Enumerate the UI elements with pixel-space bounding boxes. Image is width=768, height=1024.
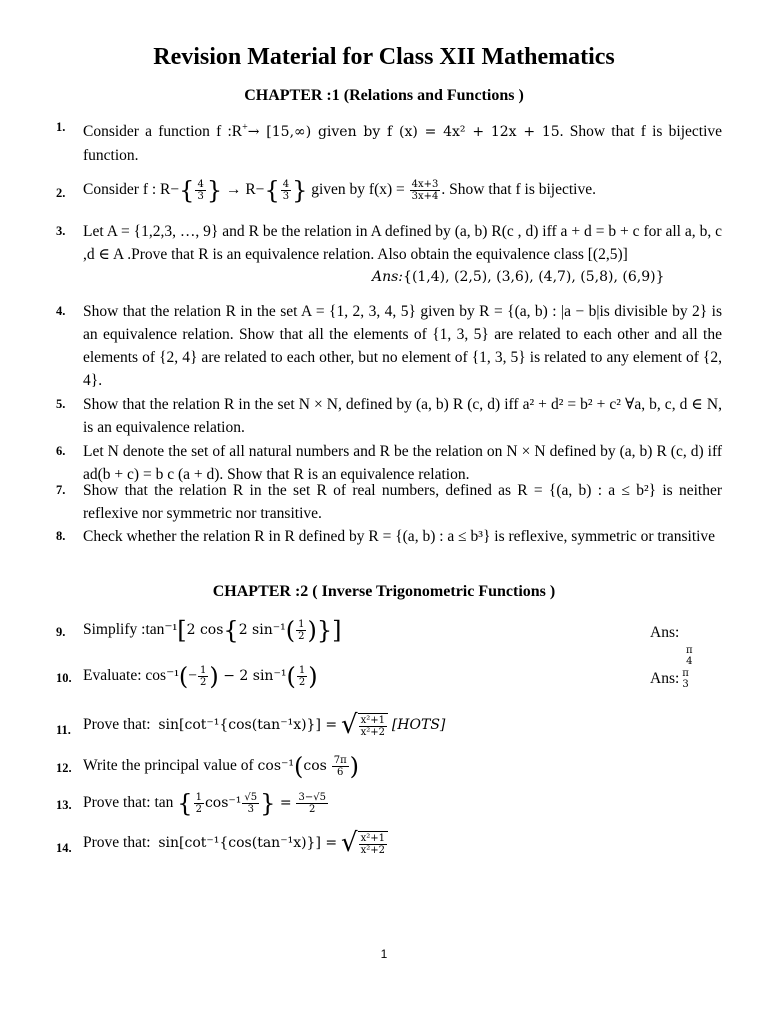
question-number: 3.	[56, 224, 66, 238]
superscript: +	[242, 122, 248, 133]
question-text: Show that the relation R in the set N × N, defined by (a, b) R (c, d) iff a² + d² = b² + c² ∀a, b, c, d ∈ N, is an equivalence relation.	[83, 396, 722, 436]
question-8	[56, 525, 722, 548]
question-7	[56, 479, 722, 525]
fraction: $\frac{3-√5}{2}$	[298, 791, 326, 815]
fraction: $\frac{1}{2}$	[200, 664, 207, 688]
chapter-1-heading: CHAPTER :1 (Relations and Functions )	[244, 87, 524, 104]
answer-label: Ans:	[650, 624, 680, 641]
hots-tag: [HOTS]	[391, 717, 446, 734]
question-14	[56, 827, 722, 858]
question-text: Write the principal value of	[83, 757, 254, 774]
fraction: $\frac{1}{2}$	[298, 664, 306, 688]
question-math: 2 cos	[186, 622, 224, 638]
question-text: Prove that:	[83, 834, 151, 852]
page-number: 1	[380, 947, 388, 961]
answer-label: Ans:	[372, 269, 404, 285]
question-number: 6.	[56, 444, 66, 458]
question-5	[56, 393, 722, 439]
question-text: given by f(x) =	[307, 181, 405, 198]
fraction: $\frac{7\pi}{6}$	[333, 754, 347, 778]
question-math: cos⁻¹	[204, 795, 242, 811]
fraction: $\frac{4}{3}$	[282, 178, 290, 202]
question-text: Prove that: tan	[83, 794, 174, 811]
fraction: $\frac{4}{3}$	[197, 178, 204, 202]
fraction: $\frac{4x+3}{3x+4}$	[411, 178, 439, 202]
question-text: Consider a function f :R	[83, 123, 243, 141]
question-text: Show that the relation R in the set R of real numbers, defined as R = {(a, b) : a ≤ b²} is neither reflexive nor symmetric nor transitive.	[83, 482, 722, 522]
question-number: 5.	[56, 397, 66, 411]
question-12: 12. Write the principal value of cos⁻¹(cos $\frac{7\pi}{6}$ )	[56, 752, 360, 781]
question-number: 11.	[56, 723, 71, 737]
question-number: 1.	[56, 120, 66, 134]
question-text: Consider f : R−	[83, 181, 180, 198]
question-number: 4.	[56, 304, 66, 318]
question-text: . Show that f is bijective.	[441, 181, 596, 198]
question-4	[56, 300, 722, 392]
answer-text: {(1,4), (2,5), (3,6), (4,7), (5,8), (6,9)}	[403, 269, 665, 285]
question-2: 2. Consider f : R−{ $\frac{4}{3}$ } → R−{ $\frac{4}{3}$ } given by f(x) = $\frac{4x+3}{3x+4}$ . Show that f is bijective.	[56, 176, 596, 205]
chapter-2-heading: CHAPTER :2 ( Inverse Trigonometric Functions )	[212, 583, 556, 600]
question-math: 2 sin⁻¹	[238, 622, 286, 638]
question-11	[56, 709, 722, 740]
question-text: Show that the relation R in the set A = {1, 2, 3, 4, 5} given by R = {(a, b) : |a − b|is divisible by 2} is an equivalence relation. Show that all the elements of {1, 3, 5} are related to each other and all the elements of {2, 4} are related to each other, but no element of {1, 3, 5} is related to any element of {2, 4}.	[83, 303, 722, 389]
question-3	[56, 220, 722, 285]
question-text: Check whether the relation R in R defined by R = {(a, b) : a ≤ b³} is reflexive, symmetric or transitive	[83, 528, 716, 545]
question-math: − 2 sin⁻¹	[218, 668, 287, 684]
question-number: 14.	[56, 841, 72, 855]
answer-fraction: π 3	[682, 668, 689, 691]
question-text: Simplify :tan⁻¹	[83, 621, 178, 638]
question-number: 2.	[56, 186, 66, 200]
question-math: sin[cot⁻¹{cos(tan⁻¹x)}] =	[158, 835, 338, 852]
question-text: Evaluate: cos⁻¹	[83, 667, 179, 684]
question-number: 8.	[56, 529, 66, 543]
question-number: 12.	[56, 761, 72, 775]
question-math: sin[cot⁻¹{cos(tan⁻¹x)}] =	[158, 717, 338, 734]
question-math: cos	[303, 758, 327, 774]
question-math: → [15,∞) given by f (x) = 4x² + 12x + 15	[247, 124, 560, 141]
square-root: √ $\frac{\text{x²+1}}{\text{x²+2}}$	[341, 713, 388, 738]
question-text: Let A = {1,2,3, …, 9} and R be the relation in A defined by (a, b) R(c , d) iff a + d = b + c for all a, b, c ,d ∈ A .Prove that R is an equivalence relation. Also obtain the equivalence class [(2,5)]	[83, 223, 722, 263]
question-number: 13.	[56, 798, 72, 812]
document-title: Revision Material for Class XII Mathematics	[153, 44, 615, 70]
question-text: Prove that:	[83, 716, 151, 734]
answer-label: Ans:	[650, 670, 680, 687]
fraction: $\frac{√5}{3}$	[244, 791, 258, 815]
question-number: 10.	[56, 671, 72, 685]
question-math: cos⁻¹	[257, 758, 295, 774]
answer-fraction: π 4	[686, 645, 693, 668]
question-number: 9.	[56, 625, 66, 639]
question-number: 7.	[56, 483, 66, 497]
question-9: 9. Simplify :tan⁻¹[2 cos{2 sin⁻¹( $\frac{1}{2}$ )}] Ans: π 4	[56, 616, 693, 668]
square-root: √ $\frac{\text{x²+1}}{\text{x²+2}}$	[341, 831, 388, 856]
question-math: =	[275, 795, 292, 811]
question-10: 10. Evaluate: cos⁻¹(− $\frac{1}{2}$ ) − 2 sin⁻¹( $\frac{1}{2}$ ) Ans: π 3	[56, 662, 689, 691]
fraction: $\frac{1}{2}$	[298, 618, 305, 642]
question-text: . Show that f is bijective function.	[83, 123, 723, 165]
question-text: → R−	[222, 181, 265, 198]
fraction: $\frac{1}{2}$	[195, 791, 202, 815]
question-text: Let N denote the set of all natural numbers and R be the relation on N × N defined by (a, b) R (c, d) iff ad(b + c) = b c (a + d). Show that R is an equivalence relation.	[83, 443, 722, 483]
question-1	[56, 116, 722, 167]
question-13: 13. Prove that: tan { $\frac{1}{2}$ cos⁻¹ $\frac{√5}{3}$ } = $\frac{3-√5}{2}$	[56, 789, 326, 818]
